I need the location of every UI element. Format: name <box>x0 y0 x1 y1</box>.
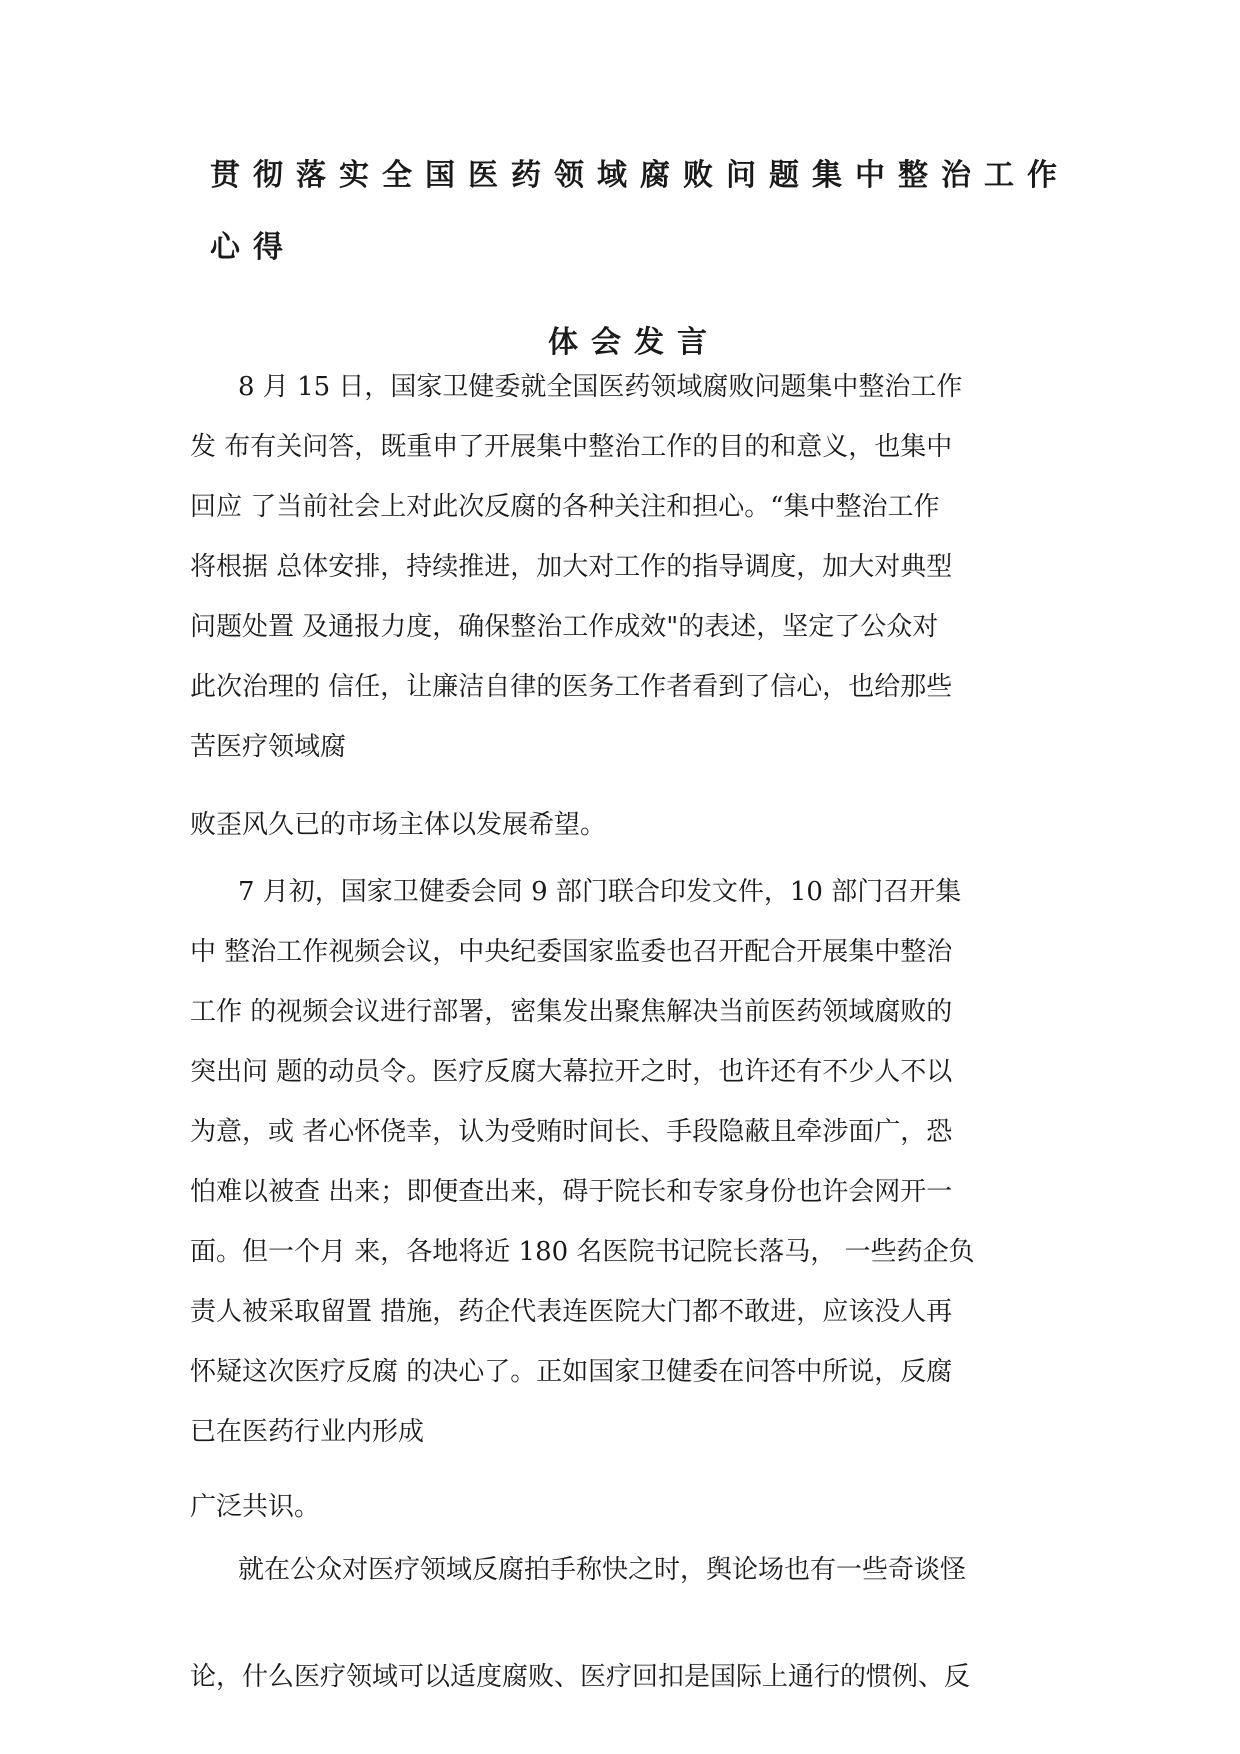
body-line: 发 布有关问答，既重申了开展集中整治工作的目的和意义，也集中 <box>190 432 953 462</box>
document-subtitle: 体会发言 <box>548 325 720 360</box>
body-line: 问题处置 及通报力度，确保整治工作成效"的表述，坚定了公众对 <box>190 612 939 642</box>
body-line: 就在公众对医疗领域反腐拍手称快之时，舆论场也有一些奇谈怪 <box>238 1555 967 1585</box>
body-line: 论，什么医疗领域可以适度腐败、医疗回扣是国际上通行的惯例、反 <box>190 1662 971 1692</box>
body-line: 为意，或 者心怀侥幸，认为受贿时间长、手段隐蔽且牵涉面广，恐 <box>190 1117 953 1147</box>
body-line: 苦医疗领域腐 <box>190 732 347 762</box>
body-line: 将根据 总体安排，持续推进，加大对工作的指导调度，加大对典型 <box>190 552 953 582</box>
body-line: 怀疑这次医疗反腐 的决心了。正如国家卫健委在问答中所说，反腐 <box>190 1357 953 1387</box>
body-line: 工作 的视频会议进行部署，密集发出聚焦解决当前医药领域腐败的 <box>190 997 953 1027</box>
body-line: 8 月 15 日，国家卫健委就全国医药领域腐败问题集中整治工作 <box>238 372 963 402</box>
body-line: 已在医药行业内形成 <box>190 1417 425 1447</box>
body-line: 广泛共识。 <box>190 1492 321 1522</box>
body-line: 败歪风久已的市场主体以发展希望。 <box>190 810 607 840</box>
body-line: 中 整治工作视频会议，中央纪委国家监委也召开配合开展集中整治 <box>190 937 953 967</box>
body-line: 面。但一个月 来，各地将近 180 名医院书记院长落马， 一些药企负 <box>190 1237 975 1267</box>
document-title-line-2: 心得 <box>210 230 296 265</box>
body-line: 责人被采取留置 措施，药企代表连医院大门都不敢进，应该没人再 <box>190 1297 953 1327</box>
document-title-line-1: 贯彻落实全国医药领域腐败问题集中整治工作 <box>210 158 1070 193</box>
body-line: 突出问 题的动员令。医疗反腐大幕拉开之时，也许还有不少人不以 <box>190 1057 953 1087</box>
body-line: 回应 了当前社会上对此次反腐的各种关注和担心。“集中整治工作 <box>190 492 940 522</box>
body-line: 此次治理的 信任，让廉洁自律的医务工作者看到了信心，也给那些 <box>190 672 953 702</box>
body-line: 怕难以被查 出来；即便查出来，碍于院长和专家身份也许会网开一 <box>190 1177 953 1207</box>
body-line: 7 月初，国家卫健委会同 9 部门联合印发文件，10 部门召开集 <box>238 877 962 907</box>
